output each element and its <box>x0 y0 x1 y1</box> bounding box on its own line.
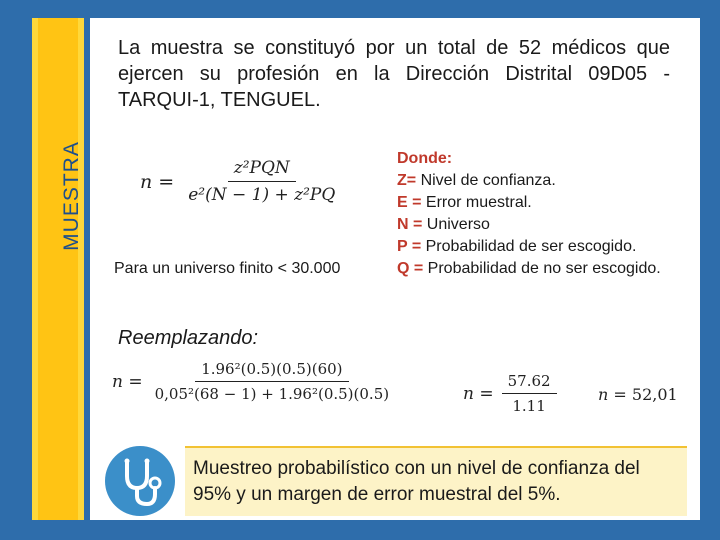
conclusion-box <box>185 446 687 516</box>
substitution-lhs: n = <box>112 371 143 392</box>
substitution-formula <box>112 360 395 403</box>
legend-title: Donde: <box>397 150 453 167</box>
finite-universe-note: Para un universo finito < 30.000 <box>114 260 341 277</box>
formula-fraction <box>182 158 341 205</box>
substitution-label: Reemplazando: <box>118 327 259 349</box>
legend-item: Q = Probabilidad de no ser escogido. <box>397 260 661 277</box>
intro-text: La muestra se constituyó por un total de 52 médicos que ejercen su profesión en la Dirección Distrital 09D05 - TARQUI-1, TENGUEL. <box>118 37 670 111</box>
legend-item: N = Universo <box>397 216 490 233</box>
sample-size-formula <box>140 158 341 205</box>
formula-numerator: z²PQN <box>228 158 296 182</box>
stethoscope-icon <box>105 446 175 516</box>
result-formula <box>598 385 678 404</box>
ratio-denominator: 1.11 <box>512 397 546 415</box>
result-value: 52,01 <box>631 385 678 404</box>
legend-item: E = Error muestral. <box>397 194 532 211</box>
substitution-denominator: 0,05²(68 − 1) + 1.96²(0.5)(0.5) <box>154 385 390 403</box>
ratio-formula <box>463 372 557 415</box>
variable-legend <box>397 148 661 280</box>
substitution-numerator: 1.96²(0.5)(0.5)(60) <box>195 360 348 382</box>
formula-lhs: n = <box>140 170 175 193</box>
result-lhs: n = <box>598 385 627 404</box>
legend-item: P = Probabilidad de ser escogido. <box>397 238 637 255</box>
ratio-numerator: 57.62 <box>502 372 557 394</box>
ratio-lhs: n = <box>463 383 494 404</box>
substitution-fraction <box>149 360 396 403</box>
conclusion-text: Muestreo probabilístico con un nivel de confianza del 95% y un margen de error muestral del 5%. <box>193 458 640 505</box>
legend-item: Z= Nivel de confianza. <box>397 172 556 189</box>
formula-denominator: e²(N − 1) + z²PQ <box>188 185 336 205</box>
ratio-fraction <box>502 372 557 415</box>
sidebar-label: MUESTRA <box>60 141 83 251</box>
